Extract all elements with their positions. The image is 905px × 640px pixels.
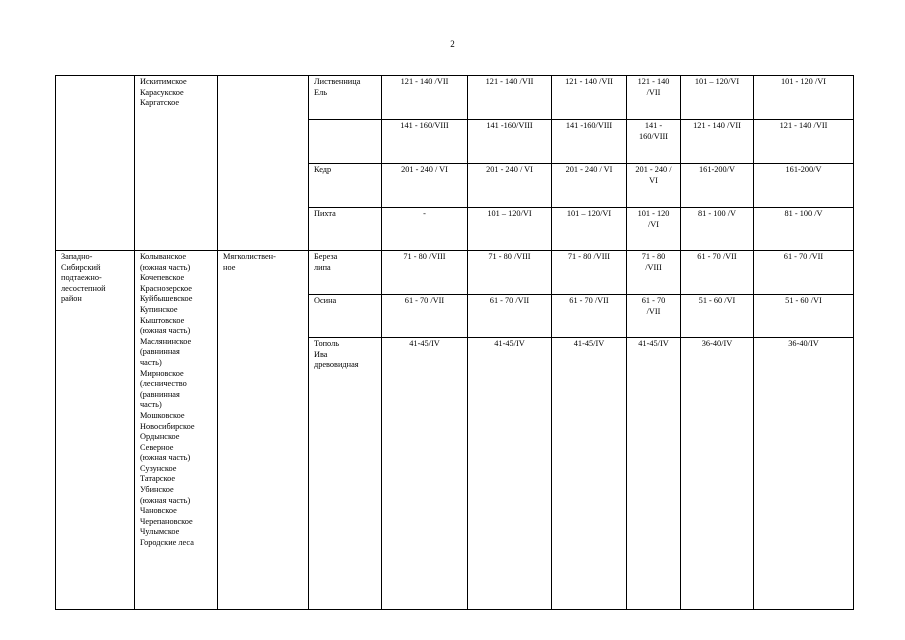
felling-age-table <box>55 75 854 610</box>
value-cell: 61 - 70 /VII <box>552 295 627 338</box>
species-cell: Кедр <box>309 164 382 208</box>
value-cell: 36-40/IV <box>681 338 754 610</box>
value-cell: 51 - 60 /VI <box>681 295 754 338</box>
value-cell: 36-40/IV <box>754 338 854 610</box>
value-cell: 141 - 160/VIII <box>382 120 468 164</box>
area-districts-cell: Искитимское Карасукское Каргатское <box>135 76 218 251</box>
value-cell: 61 - 70 /VII <box>681 251 754 295</box>
value-cell: 141 -160/VIII <box>552 120 627 164</box>
value-cell: 201 - 240 / VI <box>627 164 681 208</box>
value-cell: 41-45/IV <box>552 338 627 610</box>
species-cell: Осина <box>309 295 382 338</box>
value-cell: 61 - 70 /VII <box>468 295 552 338</box>
value-cell: 71 - 80 /VIII <box>468 251 552 295</box>
value-cell: 121 - 140 /VII <box>552 76 627 120</box>
value-cell: 101 - 120 /VI <box>754 76 854 120</box>
value-cell: 121 - 140 /VII <box>627 76 681 120</box>
value-cell: 161-200/V <box>681 164 754 208</box>
value-cell: 71 - 80 /VIII <box>627 251 681 295</box>
value-cell: 121 - 140 /VII <box>681 120 754 164</box>
value-cell: 41-45/IV <box>627 338 681 610</box>
table-row <box>56 251 854 295</box>
value-cell: 101 – 120/VI <box>681 76 754 120</box>
value-cell: 61 - 70 /VII <box>627 295 681 338</box>
value-cell: 141 - 160/VIII <box>627 120 681 164</box>
value-cell: 71 - 80 /VIII <box>552 251 627 295</box>
page-number: 2 <box>450 39 455 49</box>
value-cell: 121 - 140 /VII <box>468 76 552 120</box>
value-cell: 201 - 240 / VI <box>552 164 627 208</box>
value-cell: 81 - 100 /V <box>754 208 854 251</box>
value-cell: 51 - 60 /VI <box>754 295 854 338</box>
value-cell: 81 - 100 /V <box>681 208 754 251</box>
value-cell: 41-45/IV <box>382 338 468 610</box>
value-cell: 101 – 120/VI <box>468 208 552 251</box>
value-cell: 161-200/V <box>754 164 854 208</box>
species-cell: Пихта <box>309 208 382 251</box>
value-cell: 121 - 140 /VII <box>754 120 854 164</box>
region-cell-empty <box>56 76 135 251</box>
species-cell: Береза липа <box>309 251 382 295</box>
species-cell: Тополь Ива древовидная <box>309 338 382 610</box>
value-cell: 61 - 70 /VII <box>754 251 854 295</box>
value-cell: 141 -160/VIII <box>468 120 552 164</box>
region-cell: Западно- Сибирский подтаежно- лесостепной район <box>56 251 135 610</box>
value-cell: - <box>382 208 468 251</box>
table-row <box>56 76 854 120</box>
species-cell <box>309 120 382 164</box>
species-cell: Лиственница Ель <box>309 76 382 120</box>
farm-section-cell: Мягколиствен- ное <box>218 251 309 610</box>
value-cell: 201 - 240 / VI <box>468 164 552 208</box>
value-cell: 121 - 140 /VII <box>382 76 468 120</box>
area-districts-cell: Колыванское (южная часть) Кочепевское Краснозерское Куйбышевское Купинское Кыштовское (южная часть) Маслянинское (равнинная часть) Мирновское (лесничество (равнинная часть) Мошковское Новосибирское Ордынское Северное (южная часть) Сузунское Татарское Убинское (южная часть) Чановское Черепановское Чулымское Городские леса <box>135 251 218 610</box>
value-cell: 201 - 240 / VI <box>382 164 468 208</box>
farm-section-cell-empty <box>218 76 309 251</box>
value-cell: 101 - 120 /VI <box>627 208 681 251</box>
value-cell: 61 - 70 /VII <box>382 295 468 338</box>
value-cell: 41-45/IV <box>468 338 552 610</box>
value-cell: 71 - 80 /VIII <box>382 251 468 295</box>
value-cell: 101 – 120/VI <box>552 208 627 251</box>
